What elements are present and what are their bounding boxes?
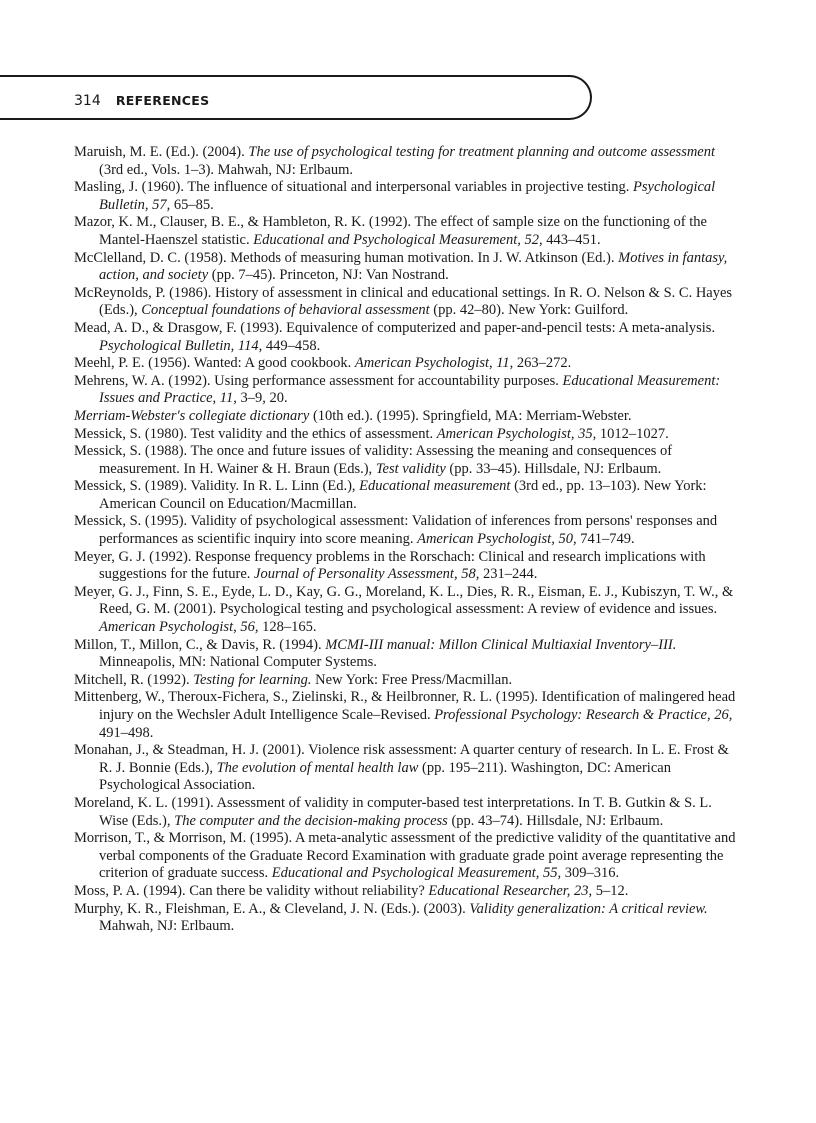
reference-title: Educational and Psychological Measurement, 55, [271, 865, 562, 882]
reference-title: Educational measurement [359, 478, 511, 495]
reference-entry [74, 742, 740, 795]
reference-text: Minneapolis, MN: National Computer Systems. [99, 654, 377, 671]
reference-entry [74, 478, 740, 513]
reference-title: Psychological Bulletin, 114, [99, 337, 263, 354]
reference-text: (pp. 33–45). Hillsdale, NJ: Erlbaum. [445, 460, 662, 477]
reference-text: 65–85. [170, 196, 214, 213]
reference-text: 449–458. [262, 337, 321, 354]
reference-entry [74, 637, 740, 672]
reference-text: Messick, S. (1980). Test validity and the ethics of assessment. [74, 425, 437, 442]
reference-entry [74, 250, 740, 285]
reference-text: Monahan, J., & Steadman, H. J. (2001). Violence risk assessment: A quarter century of research. In L. E. Frost & R. J. Bonnie (Eds.), [74, 742, 729, 776]
reference-title: American Psychologist, 35, [436, 425, 597, 442]
reference-text: Mehrens, W. A. (1992). Using performance assessment for accountability purposes. [74, 372, 563, 389]
reference-text: Morrison, T., & Morrison, M. (1995). A meta-analytic assessment of the predictive validity of the quantitative and verbal components of the Graduate Record Examination with graduate grade point average representing the criterion of graduate success. [74, 830, 736, 882]
reference-title: The evolution of mental health law [216, 759, 419, 776]
reference-entry [74, 443, 740, 478]
reference-title: Test validity [375, 460, 446, 477]
reference-text: (3rd ed., pp. 13–103). New York: American Council on Education/Macmillan. [99, 478, 707, 512]
reference-text: 263–272. [513, 355, 572, 372]
reference-text: Millon, T., Millon, C., & Davis, R. (1994). [74, 636, 326, 653]
reference-text: Murphy, K. R., Fleishman, E. A., & Cleveland, J. N. (Eds.). (2003). [74, 900, 470, 917]
reference-title: American Psychologist, 11, [354, 355, 514, 372]
reference-text: McClelland, D. C. (1958). Methods of measuring human motivation. In J. W. Atkinson (Ed.). [74, 249, 619, 266]
reference-text: Meehl, P. E. (1956). Wanted: A good cookbook. [74, 355, 355, 372]
reference-text: Messick, S. (1989). Validity. In R. L. Linn (Ed.), [74, 478, 360, 495]
reference-entry [74, 214, 740, 249]
reference-entry [74, 901, 740, 936]
reference-text: Mitchell, R. (1992). [74, 671, 194, 688]
reference-text: 231–244. [479, 566, 538, 583]
reference-text: Messick, S. (1988). The once and future issues of validity: Assessing the meaning and consequences of measurement. In H. Wainer & H. Braun (Eds.), [74, 443, 673, 477]
reference-entry [74, 320, 740, 355]
reference-title: Motives in fantasy, action, and society [99, 249, 728, 284]
reference-entry [74, 285, 740, 320]
reference-title: Educational Researcher, 23, [428, 882, 593, 899]
reference-entry [74, 355, 740, 373]
reference-text: Maruish, M. E. (Ed.). (2004). [74, 144, 249, 160]
reference-title: Journal of Personality Assessment, 58, [254, 566, 480, 583]
page-number: 314 [74, 93, 101, 109]
reference-text: Masling, J. (1960). The influence of situational and interpersonal variables in projective testing. [74, 179, 634, 196]
reference-entry [74, 179, 740, 214]
page-header [74, 90, 209, 109]
reference-entry [74, 408, 740, 426]
reference-entry [74, 144, 740, 179]
reference-text: 491–498. [99, 724, 154, 741]
reference-text: Moreland, K. L. (1991). Assessment of validity in computer-based test interpretations. In T. B. Gutkin & S. L. Wise (Eds.), [74, 794, 712, 829]
reference-entry [74, 373, 740, 408]
reference-entry [74, 513, 740, 548]
reference-title: American Psychologist, 50, [417, 531, 577, 548]
running-head: REFERENCES [115, 93, 210, 108]
reference-text: (pp. 195–211). Washington, DC: American Psychological Association. [99, 759, 671, 794]
reference-text: 5–12. [592, 882, 629, 899]
reference-title: Conceptual foundations of behavioral assessment [141, 302, 430, 319]
reference-text: New York: Free Press/Macmillan. [311, 671, 513, 688]
reference-text: 741–749. [576, 531, 635, 548]
reference-title: Educational Measurement: Issues and Practice, 11, [99, 372, 721, 407]
reference-text: Moss, P. A. (1994). Can there be validity without reliability? [74, 882, 429, 899]
reference-title: American Psychologist, 56, [99, 619, 259, 636]
reference-text: Meyer, G. J., Finn, S. E., Eyde, L. D., Kay, G. G., Moreland, K. L., Dies, R. R., Eisman, E. J., Kubiszyn, T. W., & Reed, G. M. (2001). Psychological testing and psychological assessment: A review of evidence and issues. [74, 583, 734, 618]
reference-title: Educational and Psychological Measurement, 52, [253, 231, 543, 248]
reference-entry [74, 426, 740, 444]
reference-title: Merriam-Webster's collegiate dictionary [74, 407, 310, 424]
reference-text: 128–165. [258, 619, 317, 636]
reference-title: Validity generalization: A critical review. [469, 900, 708, 917]
reference-entry [74, 672, 740, 690]
reference-text: McReynolds, P. (1986). History of assessment in clinical and educational settings. In R. O. Nelson & S. C. Hayes (Eds.), [74, 284, 733, 319]
reference-title: Professional Psychology: Research & Practice, 26, [434, 707, 733, 723]
reference-text: Mead, A. D., & Drasgow, F. (1993). Equivalence of computerized and paper-and-pencil tests: A meta-analysis. [74, 319, 716, 336]
reference-text: 1012–1027. [596, 425, 669, 442]
reference-text: Meyer, G. J. (1992). Response frequency problems in the Rorschach: Clinical and research implications with suggestions for the future. [74, 548, 706, 583]
reference-entry [74, 584, 740, 637]
reference-title: The computer and the decision-making process [174, 812, 448, 829]
reference-title: The use of psychological testing for treatment planning and outcome assessment [248, 144, 716, 160]
reference-text: Mittenberg, W., Theroux-Fichera, S., Zielinski, R., & Heilbronner, R. L. (1995). Identification of malingered head injury on the Wechsler Adult Intelligence Scale–Revised. [74, 689, 736, 723]
reference-text: Mahwah, NJ: Erlbaum. [99, 918, 235, 935]
reference-text: Messick, S. (1995). Validity of psychological assessment: Validation of inferences from persons' responses and performances as scientific inquiry into score meaning. [74, 513, 718, 548]
reference-text: (pp. 42–80). New York: Guilford. [429, 302, 629, 319]
reference-text: (3rd ed., Vols. 1–3). Mahwah, NJ: Erlbaum. [99, 161, 353, 178]
reference-text: 443–451. [542, 231, 601, 248]
reference-text: (pp. 7–45). Princeton, NJ: Van Nostrand. [208, 267, 449, 284]
reference-entry [74, 883, 740, 901]
reference-title: Psychological Bulletin, 57, [99, 179, 716, 213]
reference-list [74, 144, 740, 936]
reference-text: (10th ed.). (1995). Springfield, MA: Merriam-Webster. [309, 407, 632, 424]
reference-entry [74, 689, 740, 742]
reference-title: Testing for learning. [193, 671, 312, 688]
reference-text: 3–9, 20. [236, 390, 288, 407]
reference-entry [74, 830, 740, 883]
reference-entry [74, 795, 740, 830]
reference-text: 309–316. [561, 865, 620, 882]
reference-text: (pp. 43–74). Hillsdale, NJ: Erlbaum. [447, 812, 664, 829]
reference-text: Mazor, K. M., Clauser, B. E., & Hambleton, R. K. (1992). The effect of sample size on the functioning of the Mantel-Haenszel statistic. [74, 214, 707, 248]
reference-title: MCMI-III manual: Millon Clinical Multiaxial Inventory–III. [325, 636, 677, 653]
reference-entry [74, 549, 740, 584]
